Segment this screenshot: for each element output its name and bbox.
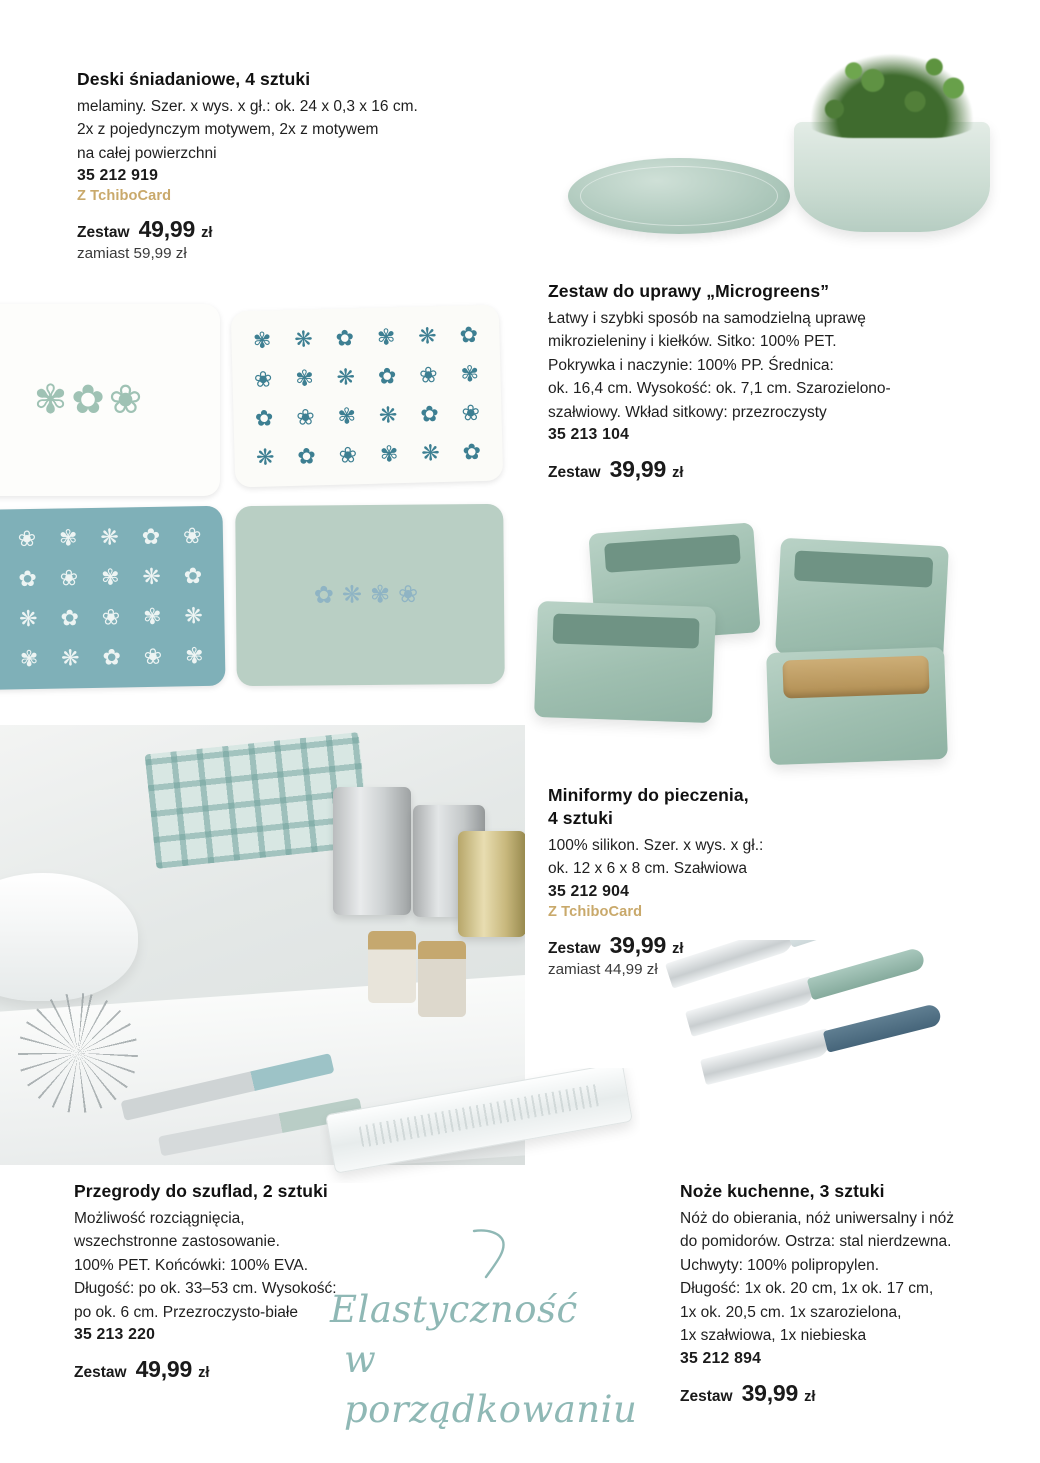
- product-desc-microgreens-line-4: ok. 16,4 cm. Wysokość: ok. 7,1 cm. Szarozielono-: [548, 380, 891, 398]
- product-desc-deski-line-3: na całej powierzchni: [77, 144, 217, 162]
- tin-can: [458, 831, 525, 937]
- product-block-microgreens: [548, 280, 978, 483]
- price-row-microgreens: [548, 456, 978, 483]
- slogan-text: [330, 1285, 670, 1435]
- product-code-microgreens: 35 213 104: [548, 426, 630, 444]
- price-label-noze: Zestaw: [680, 1388, 733, 1406]
- product-title-microgreens: Zestaw do uprawy „Microgreens”: [548, 281, 830, 301]
- product-block-deski: [77, 68, 497, 262]
- product-code-miniformy: 35 212 904: [548, 882, 630, 900]
- price-currency-microgreens: zł: [672, 465, 684, 482]
- arrow-icon: [470, 1225, 510, 1283]
- price-label-przegrody: Zestaw: [74, 1364, 127, 1382]
- board-single-motif: [0, 304, 220, 496]
- microgreens-sprouts: [796, 42, 988, 138]
- product-image-noze: [640, 940, 1040, 1145]
- price-row-noze: [680, 1380, 1020, 1407]
- price-value-noze: 39,99: [741, 1380, 799, 1407]
- baking-form-with-bread: [766, 647, 948, 765]
- baking-form: [775, 538, 949, 663]
- price-label-microgreens: Zestaw: [548, 464, 601, 482]
- product-title-miniformy-line-2: 4 sztuki: [548, 807, 613, 828]
- knife-blade: [665, 940, 797, 989]
- product-image-microgreens: [546, 30, 1016, 268]
- board-pattern-icon: ❀ ✾ ❋ ✿ ❀ ✿ ❀ ✾ ❋ ✿ ❋ ✿ ❀ ✾ ❋ ✾ ❋ ✿ ❀ ✾: [17, 523, 204, 672]
- board-motif-icon: ✾✿❀: [33, 378, 147, 422]
- price-value-miniformy: 39,99: [609, 931, 667, 958]
- slogan-line-2: w porządkowaniu: [344, 1337, 638, 1431]
- product-image-deski: [0, 296, 520, 701]
- price-currency-deski: zł: [201, 225, 213, 242]
- tchibocard-badge-miniformy: Z TchiboCard: [548, 903, 643, 920]
- product-code-przegrody: 35 213 220: [74, 1326, 156, 1344]
- microgreens-bowl: [794, 122, 990, 232]
- microgreens-lid: [568, 158, 790, 234]
- product-desc-microgreens-line-5: szałwiowy. Wkład sitkowy: przezroczysty: [548, 403, 827, 421]
- product-desc-microgreens-line-1: Łatwy i szybki sposób na samodzielną uprawę: [548, 309, 866, 327]
- board-pattern-icon: ✾ ❋ ✿ ✾ ❋ ✿ ❀ ✾ ❋ ✿ ❀ ✾ ✿ ❀ ✾ ❋ ✿ ❀ ❋ ✿ ❀ ✾ ❋ ✿: [252, 321, 482, 470]
- product-title-deski: Deski śniadaniowe, 4 sztuki: [77, 69, 311, 89]
- product-desc-przegrody-line-4: Długość: po ok. 33–53 cm. Wysokość:: [74, 1280, 337, 1298]
- product-desc-noze-line-4: Długość: 1x ok. 20 cm, 1x ok. 17 cm,: [680, 1280, 934, 1298]
- product-desc-microgreens-line-3: Pokrywka i naczynie: 100% PP. Średnica:: [548, 356, 834, 374]
- price-row-deski: [77, 216, 497, 243]
- board-motif-icon: ✿❋✾❀: [313, 581, 427, 609]
- price-value-przegrody: 49,99: [135, 1356, 193, 1383]
- product-code-noze: 35 212 894: [680, 1350, 762, 1368]
- product-desc-noze-line-5: 1x ok. 20,5 cm. 1x szarozielona,: [680, 1303, 902, 1321]
- product-block-noze: [680, 1180, 1020, 1407]
- product-title-miniformy-line-1: Miniformy do pieczenia,: [548, 785, 749, 805]
- knife-blade: [700, 1029, 832, 1086]
- product-desc-noze-line-6: 1x szałwiowa, 1x niebieska: [680, 1327, 867, 1345]
- board-single-motif-sage: [235, 504, 505, 686]
- product-desc-noze-line-2: do pomidorów. Ostrza: stal nierdzewna.: [680, 1233, 952, 1251]
- product-image-przegrody: [320, 1068, 640, 1183]
- price-value-deski: 49,99: [138, 216, 196, 243]
- knife-handle: [785, 940, 904, 948]
- board-full-pattern-blue: [0, 506, 226, 691]
- spice-jar: [368, 931, 416, 1003]
- price-label-miniformy: Zestaw: [548, 939, 601, 957]
- product-desc-deski-line-1: melaminy. Szer. x wys. x gł.: ok. 24 x 0,3 x 16 cm.: [77, 97, 418, 115]
- board-full-pattern-light: [231, 305, 504, 488]
- tchibocard-badge-deski: Z TchiboCard: [77, 188, 172, 205]
- product-desc-przegrody-line-5: po ok. 6 cm. Przezroczysto-białe: [74, 1303, 298, 1321]
- product-desc-miniformy-line-1: 100% silikon. Szer. x wys. x gł.:: [548, 836, 764, 854]
- spice-jar: [418, 941, 466, 1017]
- price-currency-przegrody: zł: [198, 1365, 210, 1382]
- drawer-divider-bar: [325, 1068, 633, 1174]
- product-title-noze: Noże kuchenne, 3 sztuki: [680, 1181, 885, 1201]
- tin-can: [333, 787, 411, 915]
- product-desc-miniformy-line-2: ok. 12 x 6 x 8 cm. Szałwiowa: [548, 860, 747, 878]
- knife-handle: [823, 1003, 943, 1053]
- product-code-deski: 35 212 919: [77, 167, 159, 185]
- old-price-miniformy: zamiast 44,99 zł: [548, 960, 658, 978]
- product-title-przegrody: Przegrody do szuflad, 2 sztuki: [74, 1181, 328, 1201]
- price-label-deski: Zestaw: [77, 224, 130, 242]
- old-price-deski: zamiast 59,99 zł: [77, 245, 187, 263]
- product-desc-deski-line-2: 2x z pojedynczym motywem, 2x z motywem: [77, 121, 379, 139]
- product-desc-noze-line-3: Uchwyty: 100% polipropylen.: [680, 1256, 880, 1274]
- product-image-miniformy: [520, 500, 1020, 790]
- knife-handle: [807, 947, 926, 1001]
- product-desc-przegrody-line-2: wszechstronne zastosowanie.: [74, 1233, 280, 1251]
- baking-form: [534, 601, 716, 723]
- slogan-line-1: Elastyczność: [330, 1288, 578, 1331]
- knife-blade: [685, 976, 817, 1037]
- product-desc-noze-line-1: Nóż do obierania, nóż uniwersalny i nóż: [680, 1209, 954, 1227]
- product-desc-microgreens-line-2: mikrozieleniny i kiełków. Sitko: 100% PET.: [548, 333, 837, 351]
- product-desc-przegrody-line-1: Możliwość rozciągnięcia,: [74, 1209, 245, 1227]
- price-currency-miniformy: zł: [672, 940, 684, 957]
- price-currency-noze: zł: [804, 1389, 816, 1406]
- price-value-microgreens: 39,99: [609, 456, 667, 483]
- product-desc-przegrody-line-3: 100% PET. Końcówki: 100% EVA.: [74, 1256, 309, 1274]
